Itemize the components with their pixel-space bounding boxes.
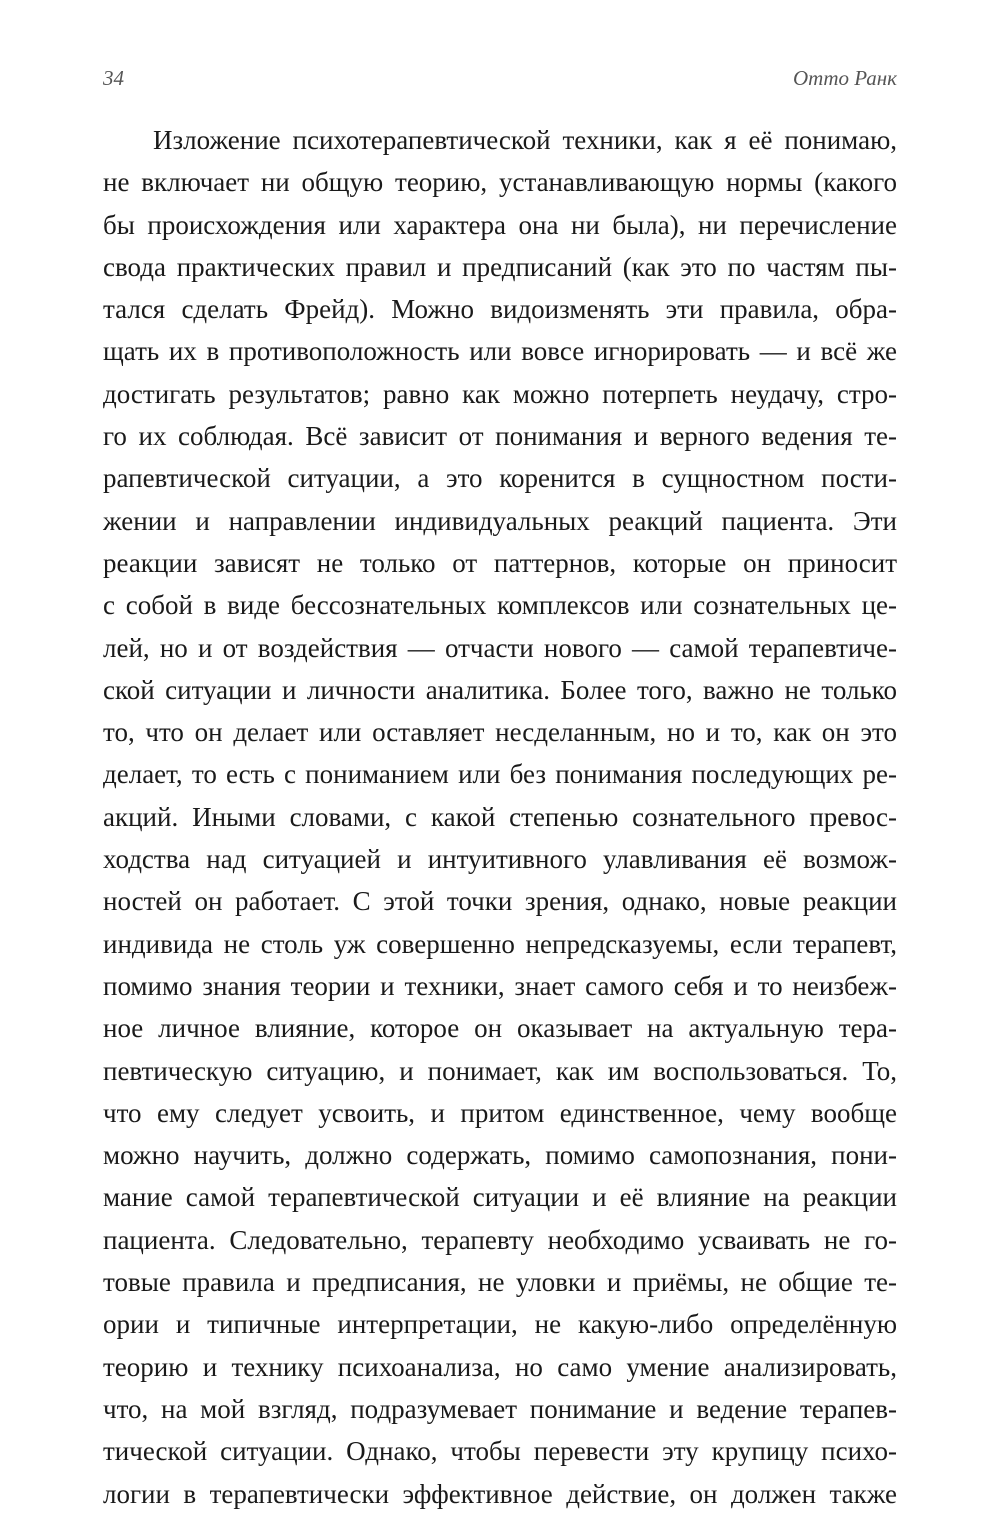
running-title: Отто Ранк [792,66,897,90]
text-line: ностей он работает. С этой точки зрения, однако, новые реакции [103,886,897,917]
text-line: не включает ни общую теорию, устанавливающую нормы (какого [103,167,897,198]
body-paragraph [103,119,897,1515]
text-line: достигать результатов; равно как можно потерпеть неудачу, стро- [103,378,897,409]
text-line: ходства над ситуацией и интуитивного улавливания её возмож- [103,844,897,875]
text-line: тался сделать Фрейд). Можно видоизменять эти правила, обра- [103,294,897,325]
text-line: что ему следует усвоить, и притом единственное, чему вообще [103,1097,897,1128]
text-line: свода практических правил и предписаний (как это по частям пы- [103,251,897,282]
text-line: рапевтической ситуации, а это коренится в сущностном пости- [103,463,897,494]
text-line: певтическую ситуацию, и понимает, как им воспользоваться. То, [103,1055,897,1086]
text-line: ской ситуации и личности аналитика. Более того, важно не только [103,674,897,705]
text-line: что, на мой взгляд, подразумевает понимание и ведение терапев- [103,1393,897,1424]
text-line: ории и типичные интерпретации, не какую-либо определённую [103,1309,897,1340]
text-line: логии в терапевтически эффективное действие, он должен также [103,1478,897,1509]
text-line: лей, но и от воздействия — отчасти нового — самой терапевтиче- [103,632,897,663]
text-line: можно научить, должно содержать, помимо самопознания, пони- [103,1140,897,1171]
text-line: теорию и технику психоанализа, но само умение анализировать, [103,1351,897,1382]
text-line: то, что он делает или оставляет несделанным, но и то, как он это [103,717,897,748]
text-line: Изложение психотерапевтической техники, как я её понимаю, [153,125,897,155]
text-line: бы происхождения или характера она ни была), ни перечисление [103,209,897,240]
text-line: тической ситуации. Однако, чтобы перевести эту крупицу психо- [103,1436,897,1467]
text-line: пациента. Следовательно, терапевту необходимо усваивать не го- [103,1224,897,1255]
text-line: ное личное влияние, которое он оказывает на актуальную тера- [103,1013,897,1044]
page-number: 34 [103,66,124,90]
running-header [103,66,897,96]
text-line: мание самой терапевтической ситуации и её влияние на реакции [103,1182,897,1213]
text-line: индивида не столь уж совершенно непредсказуемы, если терапевт, [103,928,897,959]
text-line: делает, то есть с пониманием или без понимания последующих ре- [103,759,897,790]
text-line: акций. Иными словами, с какой степенью сознательного превос- [103,801,897,832]
text-line: с собой в виде бессознательных комплексов или сознательных це- [103,590,897,621]
text-line: товые правила и предписания, не уловки и приёмы, не общие те- [103,1267,897,1298]
text-line: жении и направлении индивидуальных реакций пациента. Эти [103,505,897,536]
text-line: помимо знания теории и техники, знает самого себя и то неизбеж- [103,970,897,1001]
text-line: реакции зависят не только от паттернов, которые он приносит [103,547,897,578]
text-line: щать их в противоположность или вовсе игнорировать — и всё же [103,336,897,367]
text-line: го их соблюдая. Всё зависит от понимания и верного ведения те- [103,421,897,452]
